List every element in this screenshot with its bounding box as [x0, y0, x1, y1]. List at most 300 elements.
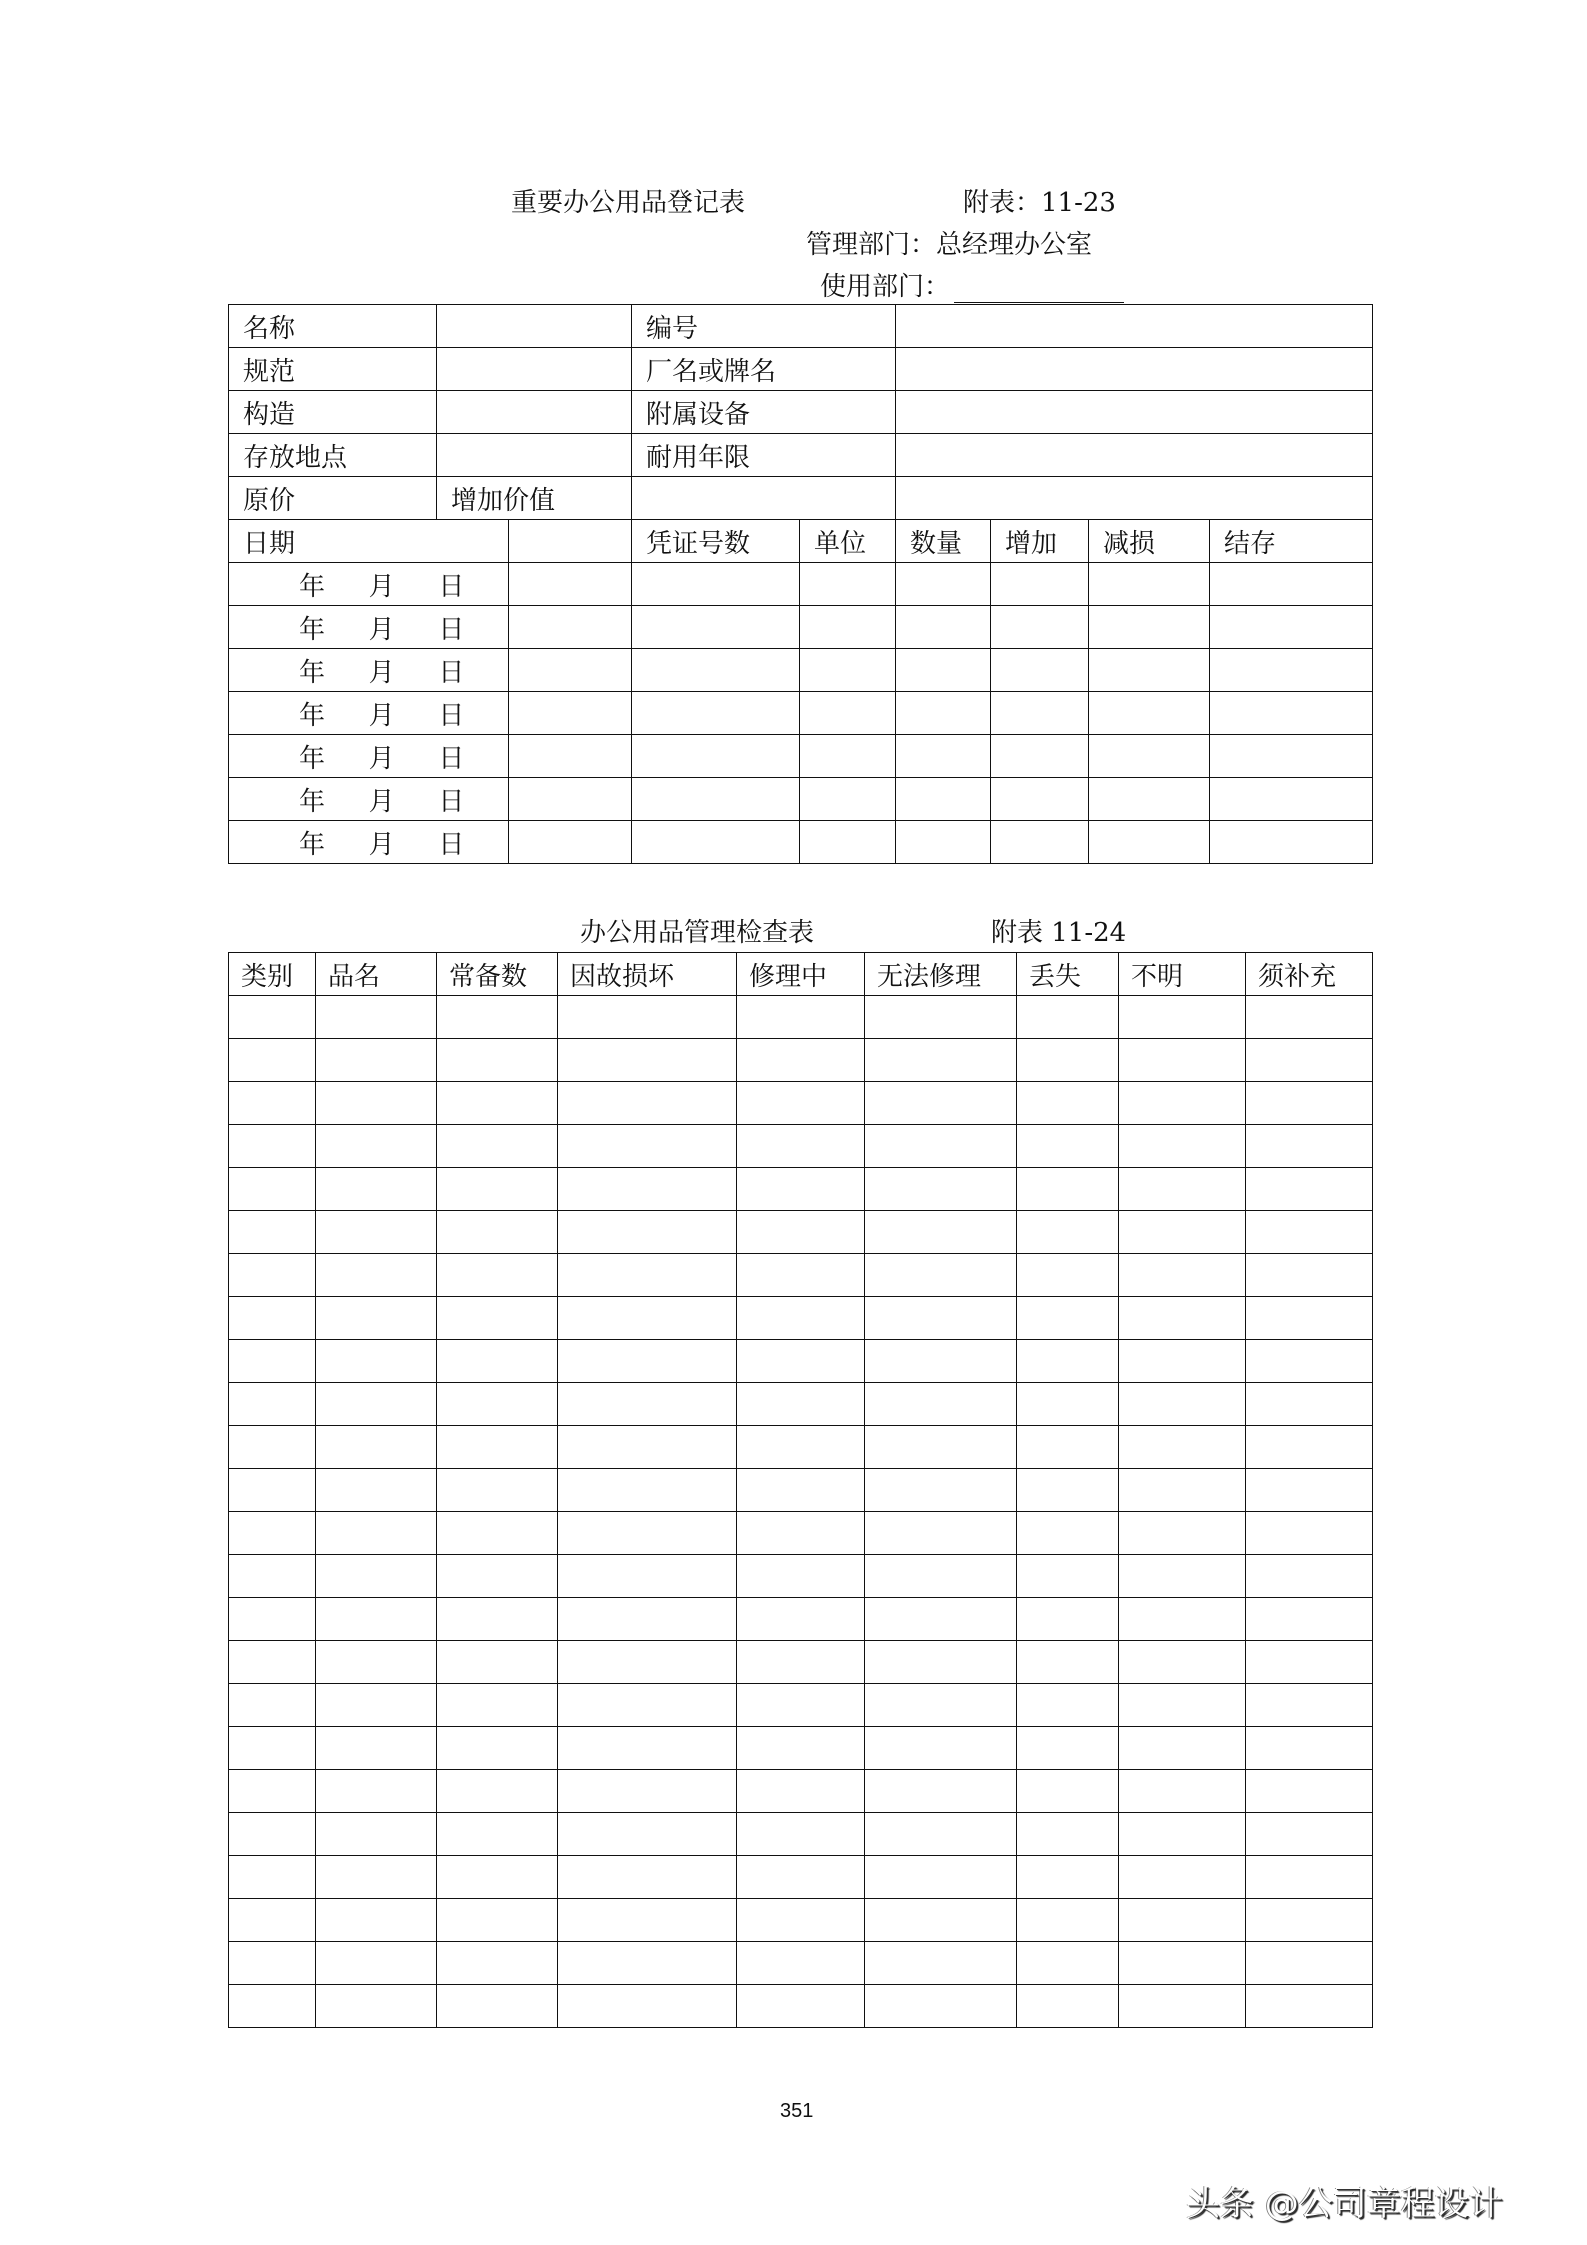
check-cell[interactable]	[737, 1082, 865, 1125]
check-cell[interactable]	[1119, 1770, 1246, 1813]
check-cell[interactable]	[437, 1684, 558, 1727]
info-value[interactable]	[437, 348, 632, 391]
check-cell[interactable]	[737, 1340, 865, 1383]
check-cell[interactable]	[1119, 1340, 1246, 1383]
ledger-cell[interactable]	[1089, 778, 1210, 821]
check-cell[interactable]	[1017, 1942, 1119, 1985]
check-cell[interactable]	[1119, 1383, 1246, 1426]
check-cell[interactable]	[865, 1942, 1017, 1985]
ledger-cell[interactable]	[800, 692, 896, 735]
check-cell[interactable]	[737, 996, 865, 1039]
check-cell[interactable]	[558, 1899, 737, 1942]
date-cell[interactable]	[229, 563, 509, 606]
ledger-cell[interactable]	[896, 563, 991, 606]
check-cell[interactable]	[316, 996, 437, 1039]
check-cell[interactable]	[316, 1039, 437, 1082]
check-cell[interactable]	[437, 1727, 558, 1770]
check-cell[interactable]	[229, 1856, 316, 1899]
check-cell[interactable]	[737, 1512, 865, 1555]
check-cell[interactable]	[1017, 1641, 1119, 1684]
check-cell[interactable]	[558, 1383, 737, 1426]
info-value[interactable]	[437, 305, 632, 348]
check-header: 不明	[1119, 953, 1246, 996]
check-cell[interactable]	[229, 1512, 316, 1555]
check-cell[interactable]	[316, 1942, 437, 1985]
check-cell[interactable]	[229, 1641, 316, 1684]
check-cell[interactable]	[316, 1555, 437, 1598]
ledger-cell[interactable]	[991, 735, 1089, 778]
check-cell[interactable]	[1017, 1555, 1119, 1598]
check-cell[interactable]	[316, 1211, 437, 1254]
ledger-cell[interactable]	[800, 821, 896, 864]
check-cell[interactable]	[1119, 1555, 1246, 1598]
check-cell[interactable]	[316, 1512, 437, 1555]
check-cell[interactable]	[737, 1813, 865, 1856]
check-cell[interactable]	[1119, 1082, 1246, 1125]
check-cell[interactable]	[558, 1598, 737, 1641]
check-cell[interactable]	[1246, 1555, 1373, 1598]
ledger-cell[interactable]	[1089, 735, 1210, 778]
ledger-cell[interactable]	[509, 563, 632, 606]
check-cell[interactable]	[1246, 1211, 1373, 1254]
check-cell[interactable]	[1119, 1985, 1246, 2028]
check-cell[interactable]	[737, 1598, 865, 1641]
check-cell[interactable]	[316, 1985, 437, 2028]
date-day-label: 日	[438, 657, 465, 688]
check-cell[interactable]	[437, 1770, 558, 1813]
check-cell[interactable]	[1017, 1813, 1119, 1856]
ledger-cell[interactable]	[991, 606, 1089, 649]
ledger-cell[interactable]	[800, 649, 896, 692]
check-cell[interactable]	[1017, 1856, 1119, 1899]
check-cell[interactable]	[1017, 1985, 1119, 2028]
ledger-cell[interactable]	[509, 692, 632, 735]
check-cell[interactable]	[437, 1856, 558, 1899]
check-cell[interactable]	[1246, 1770, 1373, 1813]
check-cell[interactable]	[229, 1211, 316, 1254]
check-cell[interactable]	[865, 1469, 1017, 1512]
using-department	[820, 266, 1124, 303]
ledger-cell[interactable]	[509, 735, 632, 778]
check-cell[interactable]	[437, 1297, 558, 1340]
check-cell[interactable]	[229, 1297, 316, 1340]
check-cell[interactable]	[437, 1383, 558, 1426]
check-cell[interactable]	[229, 1598, 316, 1641]
ledger-cell[interactable]	[896, 606, 991, 649]
check-cell[interactable]	[865, 1770, 1017, 1813]
check-cell[interactable]	[558, 1426, 737, 1469]
check-cell[interactable]	[1119, 1211, 1246, 1254]
check-cell[interactable]	[737, 1856, 865, 1899]
check-cell[interactable]	[316, 1383, 437, 1426]
check-cell[interactable]	[1017, 1684, 1119, 1727]
check-cell[interactable]	[437, 996, 558, 1039]
ledger-cell[interactable]	[800, 563, 896, 606]
ledger-cell[interactable]	[896, 778, 991, 821]
check-cell[interactable]	[1246, 1383, 1373, 1426]
check-cell[interactable]	[1017, 1770, 1119, 1813]
check-cell[interactable]	[316, 1340, 437, 1383]
check-cell[interactable]	[737, 1125, 865, 1168]
check-cell[interactable]	[558, 1168, 737, 1211]
check-cell[interactable]	[737, 1211, 865, 1254]
check-cell[interactable]	[316, 1297, 437, 1340]
check-cell[interactable]	[229, 1340, 316, 1383]
info-value[interactable]	[896, 348, 1373, 391]
check-cell[interactable]	[558, 1039, 737, 1082]
check-cell[interactable]	[737, 1469, 865, 1512]
ledger-cell[interactable]	[632, 778, 800, 821]
check-row	[229, 1641, 1373, 1684]
ledger-cell[interactable]	[509, 821, 632, 864]
check-cell[interactable]	[737, 1297, 865, 1340]
check-cell[interactable]	[437, 1985, 558, 2028]
check-cell[interactable]	[437, 1039, 558, 1082]
ledger-cell[interactable]	[509, 778, 632, 821]
check-cell[interactable]	[1119, 1598, 1246, 1641]
check-cell[interactable]	[1017, 1039, 1119, 1082]
ledger-cell[interactable]	[991, 692, 1089, 735]
ledger-cell[interactable]	[896, 649, 991, 692]
check-cell[interactable]	[1017, 1168, 1119, 1211]
check-cell[interactable]	[1246, 1168, 1373, 1211]
check-cell[interactable]	[737, 1426, 865, 1469]
ledger-cell[interactable]	[1210, 649, 1373, 692]
date-cell[interactable]	[229, 606, 509, 649]
ledger-cell[interactable]	[1210, 778, 1373, 821]
check-cell[interactable]	[437, 1125, 558, 1168]
check-cell[interactable]	[229, 1469, 316, 1512]
check-cell[interactable]	[865, 1813, 1017, 1856]
check-cell[interactable]	[1119, 1469, 1246, 1512]
check-cell[interactable]	[1017, 1082, 1119, 1125]
check-cell[interactable]	[1017, 1383, 1119, 1426]
check-cell[interactable]	[437, 1899, 558, 1942]
check-cell[interactable]	[737, 1555, 865, 1598]
ledger-cell[interactable]	[800, 735, 896, 778]
check-cell[interactable]	[1246, 1727, 1373, 1770]
check-cell[interactable]	[1246, 1125, 1373, 1168]
check-cell[interactable]	[316, 1125, 437, 1168]
info-value[interactable]	[437, 434, 632, 477]
check-cell[interactable]	[558, 1942, 737, 1985]
check-cell[interactable]	[1246, 1254, 1373, 1297]
check-cell[interactable]	[737, 1727, 865, 1770]
check-cell[interactable]	[558, 1813, 737, 1856]
check-cell[interactable]	[865, 1039, 1017, 1082]
check-cell[interactable]	[1017, 1512, 1119, 1555]
check-cell[interactable]	[316, 1770, 437, 1813]
check-cell[interactable]	[437, 1340, 558, 1383]
info-value[interactable]	[896, 391, 1373, 434]
check-cell[interactable]	[1119, 1856, 1246, 1899]
check-cell[interactable]	[1017, 1125, 1119, 1168]
info-row	[229, 391, 1373, 434]
check-cell[interactable]	[865, 1727, 1017, 1770]
check-cell[interactable]	[558, 1985, 737, 2028]
check-cell[interactable]	[1119, 1684, 1246, 1727]
check-cell[interactable]	[316, 1727, 437, 1770]
ledger-cell[interactable]	[991, 563, 1089, 606]
using-department-blank[interactable]	[954, 280, 1124, 303]
check-cell[interactable]	[1246, 1942, 1373, 1985]
ledger-cell[interactable]	[1210, 692, 1373, 735]
check-cell[interactable]	[737, 1770, 865, 1813]
check-cell[interactable]	[865, 1512, 1017, 1555]
check-cell[interactable]	[1017, 1469, 1119, 1512]
date-month-label: 月	[368, 700, 395, 731]
check-cell[interactable]	[1246, 1297, 1373, 1340]
check-cell[interactable]	[229, 1555, 316, 1598]
check-cell[interactable]	[229, 1770, 316, 1813]
check-cell[interactable]	[865, 1641, 1017, 1684]
check-cell[interactable]	[1119, 1512, 1246, 1555]
date-cell[interactable]	[229, 649, 509, 692]
check-cell[interactable]	[437, 1813, 558, 1856]
check-cell[interactable]	[437, 1254, 558, 1297]
ledger-cell[interactable]	[991, 778, 1089, 821]
check-cell[interactable]	[737, 1899, 865, 1942]
check-cell[interactable]	[316, 1598, 437, 1641]
check-cell[interactable]	[1017, 1340, 1119, 1383]
check-cell[interactable]	[316, 1899, 437, 1942]
check-cell[interactable]	[437, 1598, 558, 1641]
check-cell[interactable]	[558, 1727, 737, 1770]
check-cell[interactable]	[1017, 1598, 1119, 1641]
check-cell[interactable]	[1119, 1942, 1246, 1985]
ledger-cell[interactable]	[991, 649, 1089, 692]
check-cell[interactable]	[1246, 1899, 1373, 1942]
check-cell[interactable]	[558, 1856, 737, 1899]
check-cell[interactable]	[865, 1598, 1017, 1641]
check-cell[interactable]	[316, 1469, 437, 1512]
check-cell[interactable]	[1119, 1125, 1246, 1168]
check-cell[interactable]	[316, 1426, 437, 1469]
check-cell[interactable]	[737, 1254, 865, 1297]
check-cell[interactable]	[865, 1125, 1017, 1168]
check-cell[interactable]	[1119, 1727, 1246, 1770]
date-month-label: 月	[368, 571, 395, 602]
check-row	[229, 1082, 1373, 1125]
check-cell[interactable]	[865, 1082, 1017, 1125]
ledger-cell[interactable]	[896, 821, 991, 864]
ledger-cell[interactable]	[1089, 563, 1210, 606]
ledger-cell[interactable]	[800, 778, 896, 821]
check-cell[interactable]	[1246, 1426, 1373, 1469]
check-cell[interactable]	[229, 1813, 316, 1856]
ledger-cell[interactable]	[632, 821, 800, 864]
check-cell[interactable]	[229, 1168, 316, 1211]
check-cell[interactable]	[865, 1899, 1017, 1942]
check-cell[interactable]	[1017, 1899, 1119, 1942]
check-cell[interactable]	[316, 1641, 437, 1684]
check-cell[interactable]	[865, 1684, 1017, 1727]
check-cell[interactable]	[316, 1168, 437, 1211]
check-cell[interactable]	[229, 1254, 316, 1297]
ledger-cell[interactable]	[1210, 735, 1373, 778]
ledger-cell[interactable]	[632, 606, 800, 649]
ledger-cell[interactable]	[632, 563, 800, 606]
check-cell[interactable]	[558, 1082, 737, 1125]
date-year-label: 年	[299, 571, 326, 602]
check-cell[interactable]	[437, 1168, 558, 1211]
check-row	[229, 1727, 1373, 1770]
check-row	[229, 1684, 1373, 1727]
ledger-cell[interactable]	[896, 692, 991, 735]
check-cell[interactable]	[437, 1211, 558, 1254]
check-cell[interactable]	[1246, 1469, 1373, 1512]
check-cell[interactable]	[558, 996, 737, 1039]
check-cell[interactable]	[737, 1684, 865, 1727]
check-cell[interactable]	[229, 1942, 316, 1985]
check-cell[interactable]	[437, 1082, 558, 1125]
date-cell[interactable]	[229, 692, 509, 735]
check-cell[interactable]	[1246, 1641, 1373, 1684]
ledger-cell[interactable]	[632, 735, 800, 778]
ledger-cell[interactable]	[1210, 821, 1373, 864]
check-cell[interactable]	[229, 1039, 316, 1082]
info-value[interactable]	[437, 391, 632, 434]
check-cell[interactable]	[437, 1641, 558, 1684]
check-cell[interactable]	[1246, 1512, 1373, 1555]
check-cell[interactable]	[558, 1125, 737, 1168]
check-cell[interactable]	[316, 1254, 437, 1297]
ledger-cell[interactable]	[1089, 821, 1210, 864]
check-cell[interactable]	[1119, 1297, 1246, 1340]
check-cell[interactable]	[229, 1727, 316, 1770]
check-cell[interactable]	[316, 1082, 437, 1125]
check-cell[interactable]	[737, 1168, 865, 1211]
check-cell[interactable]	[1119, 1426, 1246, 1469]
check-cell[interactable]	[737, 1985, 865, 2028]
check-cell[interactable]	[1119, 1254, 1246, 1297]
check-cell[interactable]	[437, 1426, 558, 1469]
check-cell[interactable]	[229, 996, 316, 1039]
check-cell[interactable]	[229, 1125, 316, 1168]
check-cell[interactable]	[737, 1383, 865, 1426]
info-label: 构造	[229, 391, 437, 434]
check-cell[interactable]	[316, 1684, 437, 1727]
check-cell[interactable]	[1119, 1899, 1246, 1942]
check-cell[interactable]	[1119, 1813, 1246, 1856]
check-cell[interactable]	[229, 1899, 316, 1942]
check-cell[interactable]	[229, 1082, 316, 1125]
ledger-cell[interactable]	[1210, 563, 1373, 606]
check-cell[interactable]	[229, 1684, 316, 1727]
check-cell[interactable]	[865, 1168, 1017, 1211]
check-cell[interactable]	[1246, 1684, 1373, 1727]
date-cell[interactable]	[229, 735, 509, 778]
check-cell[interactable]	[1017, 1254, 1119, 1297]
check-cell[interactable]	[737, 1942, 865, 1985]
check-cell[interactable]	[1246, 1340, 1373, 1383]
check-cell[interactable]	[437, 1555, 558, 1598]
ledger-cell[interactable]	[632, 692, 800, 735]
check-cell[interactable]	[865, 1297, 1017, 1340]
check-cell[interactable]	[865, 1555, 1017, 1598]
check-cell[interactable]	[1246, 1082, 1373, 1125]
check-cell[interactable]	[229, 1426, 316, 1469]
ledger-cell[interactable]	[991, 821, 1089, 864]
info-value[interactable]: 增加价值	[437, 477, 632, 520]
check-cell[interactable]	[1017, 1211, 1119, 1254]
info-row	[229, 434, 1373, 477]
check-cell[interactable]	[558, 1254, 737, 1297]
check-cell[interactable]	[865, 1985, 1017, 2028]
check-cell[interactable]	[558, 1770, 737, 1813]
ledger-cell[interactable]	[1089, 649, 1210, 692]
check-cell[interactable]	[1246, 1813, 1373, 1856]
check-cell[interactable]	[558, 1641, 737, 1684]
check-cell[interactable]	[865, 1211, 1017, 1254]
info-value[interactable]	[896, 305, 1373, 348]
check-cell[interactable]	[558, 1297, 737, 1340]
info-value[interactable]	[896, 434, 1373, 477]
check-cell[interactable]	[558, 1211, 737, 1254]
check-cell[interactable]	[229, 1383, 316, 1426]
ledger-cell[interactable]	[1210, 606, 1373, 649]
check-cell[interactable]	[316, 1856, 437, 1899]
ledger-cell[interactable]	[509, 606, 632, 649]
check-cell[interactable]	[865, 1426, 1017, 1469]
check-cell[interactable]	[229, 1985, 316, 2028]
check-cell[interactable]	[437, 1469, 558, 1512]
check-cell[interactable]	[437, 1942, 558, 1985]
check-cell[interactable]	[316, 1813, 437, 1856]
check-cell[interactable]	[865, 1254, 1017, 1297]
check-cell[interactable]	[865, 1383, 1017, 1426]
check-cell[interactable]	[558, 1340, 737, 1383]
check-cell[interactable]	[1119, 996, 1246, 1039]
check-cell[interactable]	[1119, 1168, 1246, 1211]
ledger-cell[interactable]	[632, 649, 800, 692]
ledger-cell[interactable]	[509, 649, 632, 692]
ledger-cell[interactable]	[896, 735, 991, 778]
check-row	[229, 1340, 1373, 1383]
check-cell[interactable]	[558, 1469, 737, 1512]
check-cell[interactable]	[558, 1512, 737, 1555]
check-cell[interactable]	[865, 996, 1017, 1039]
check-cell[interactable]	[1246, 996, 1373, 1039]
date-month-label: 月	[368, 657, 395, 688]
ledger-header: 减损	[1089, 520, 1210, 563]
check-cell[interactable]	[1017, 1297, 1119, 1340]
ledger-cell[interactable]	[1089, 606, 1210, 649]
check-header-row	[229, 953, 1373, 996]
check-cell[interactable]	[1017, 996, 1119, 1039]
check-cell[interactable]	[1246, 1598, 1373, 1641]
check-cell[interactable]	[1119, 1641, 1246, 1684]
check-cell[interactable]	[558, 1684, 737, 1727]
date-cell[interactable]	[229, 778, 509, 821]
check-cell[interactable]	[737, 1641, 865, 1684]
ledger-cell[interactable]	[800, 606, 896, 649]
check-cell[interactable]	[1246, 1856, 1373, 1899]
check-cell[interactable]	[1017, 1727, 1119, 1770]
check-cell[interactable]	[558, 1555, 737, 1598]
check-cell[interactable]	[1246, 1985, 1373, 2028]
ledger-cell[interactable]	[1089, 692, 1210, 735]
check-cell[interactable]	[1246, 1039, 1373, 1082]
check-cell[interactable]	[1017, 1426, 1119, 1469]
date-cell[interactable]	[229, 821, 509, 864]
check-cell[interactable]	[437, 1512, 558, 1555]
check-cell[interactable]	[1119, 1039, 1246, 1082]
check-cell[interactable]	[865, 1340, 1017, 1383]
check-cell[interactable]	[737, 1039, 865, 1082]
info-value[interactable]	[896, 477, 1373, 520]
check-cell[interactable]	[865, 1856, 1017, 1899]
